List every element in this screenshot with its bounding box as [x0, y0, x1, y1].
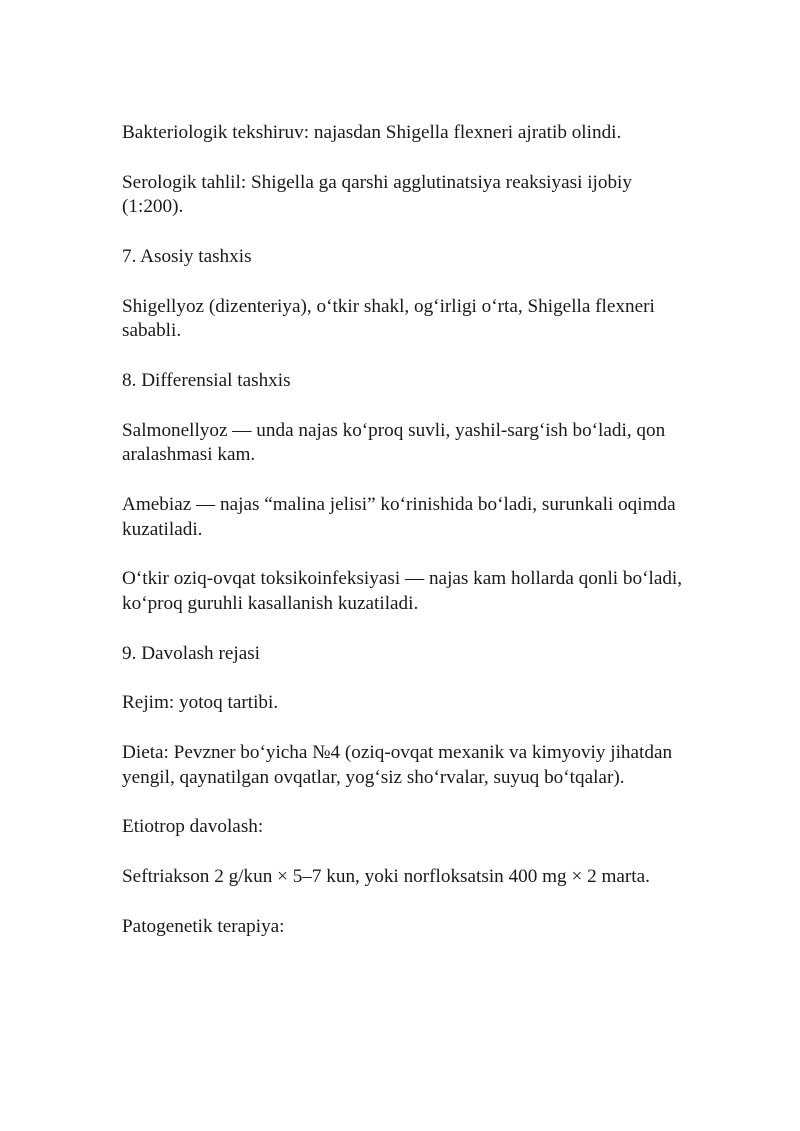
paragraph-salmonellosis: Salmonellyoz — unda najas ko‘proq suvli, yashil-sarg‘ish bo‘ladi, qon aralashmasi kam. [122, 419, 666, 466]
section-heading-main-diagnosis: 7. Asosiy tashxis [122, 245, 252, 267]
paragraph-regimen: Rejim: yotoq tartibi. [122, 692, 279, 714]
paragraph-main-diagnosis: Shigellyoz (dizenteriya), o‘tkir shakl, og‘irligi o‘rta, Shigella flexneri sababli. [122, 295, 655, 342]
paragraph-pathogenetic-heading: Patogenetik terapiya: [122, 915, 285, 937]
section-heading-treatment-plan: 9. Davolash rejasi [122, 642, 261, 664]
paragraph-bacteriology: Bakteriologik tekshiruv: najasdan Shigella flexneri ajratib olindi. [122, 122, 622, 143]
paragraph-etiotropic-heading: Etiotrop davolash: [122, 816, 264, 838]
paragraph-serology: Serologik tahlil: Shigella ga qarshi agglutinatsiya reaksiyasi ijobiy (1:200). [122, 171, 632, 218]
document-body [122, 121, 687, 939]
section-heading-differential-diagnosis: 8. Differensial tashxis [122, 369, 291, 391]
paragraph-antibiotics: Seftriakson 2 g/kun × 5–7 kun, yoki norfloksatsin 400 mg × 2 marta. [122, 865, 650, 887]
paragraph-food-toxicoinfection: O‘tkir oziq-ovqat toksikoinfeksiyasi — najas kam hollarda qonli bo‘ladi, ko‘proq guruhli kasallanish kuzatiladi. [122, 568, 683, 615]
paragraph-amebiasis: Amebiaz — najas “malina jelisi” ko‘rinishida bo‘ladi, surunkali oqimda kuzatiladi. [122, 493, 676, 540]
paragraph-diet: Dieta: Pevzner bo‘yicha №4 (oziq-ovqat mexanik va kimyoviy jihatdan yengil, qaynatilgan ovqatlar, yog‘siz sho‘rvalar, suyuq bo‘tqalar). [122, 741, 673, 788]
